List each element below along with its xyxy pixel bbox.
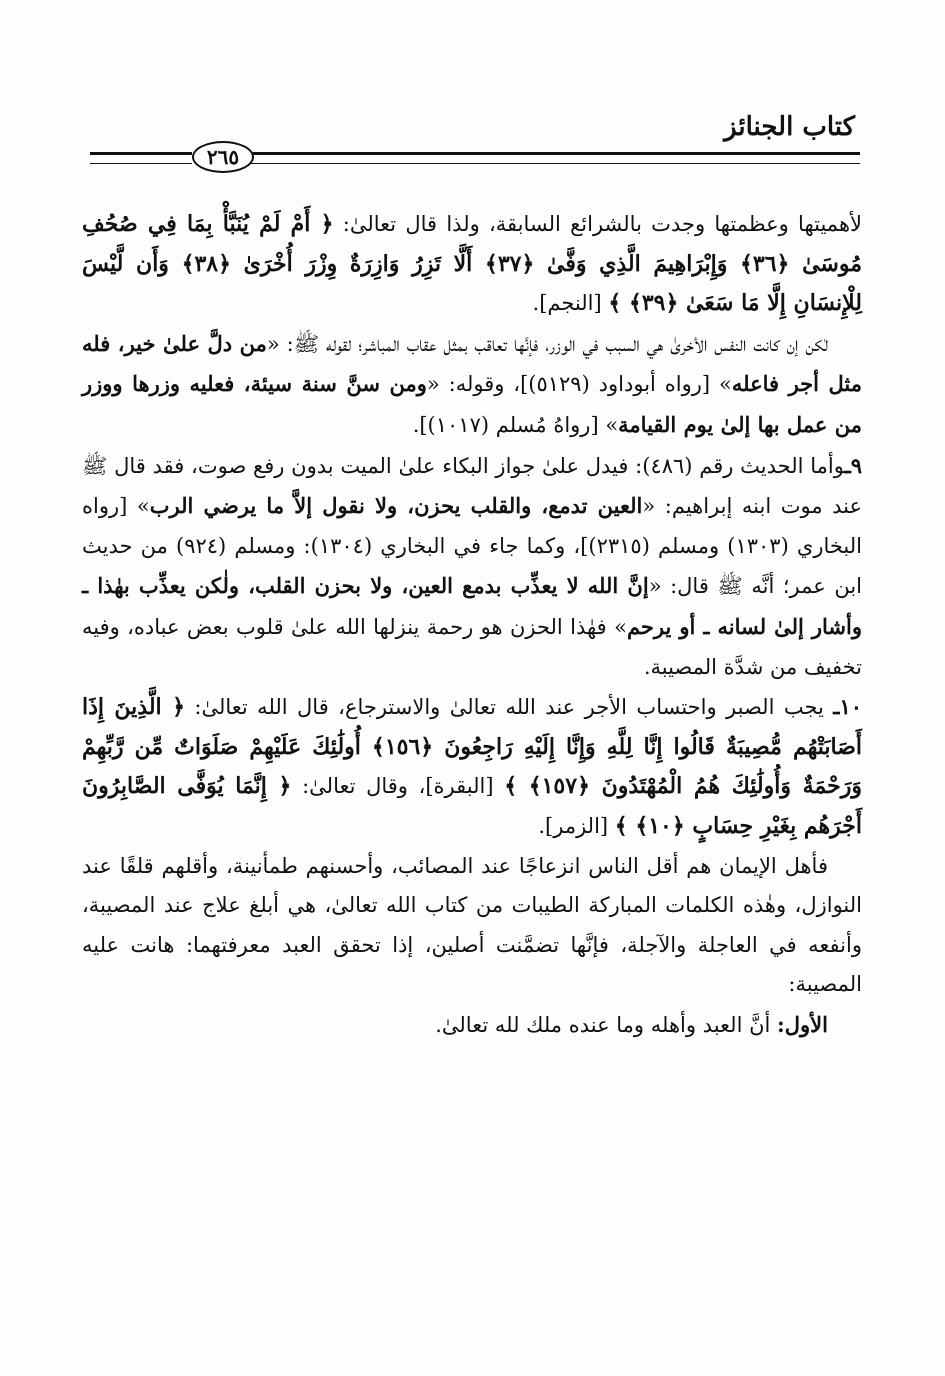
first-principle-text: أنَّ العبد وأهله وما عنده ملك لله تعالىٰ. [435, 1012, 771, 1037]
p1-text: لأهميتها وعظمتها وجدت بالشرائع السابقة، ولذا قال تعالىٰ: [342, 212, 862, 236]
p3-text-b: » [رواه البخاري (١٣٠٣) ومسلم (٢٣١٥)]، وكما جاء في البخاري (١٣٠٤): ومسلم (٩٢٤) من حديث ابن عمر؛ أنَّه ﷺ قال: « [82, 494, 862, 599]
page-body [82, 205, 862, 1045]
p2-text-b: » [رواه أبوداود (٥١٢٩)]، وقوله: « [426, 372, 732, 397]
surah-reference: [النجم]. [532, 291, 602, 316]
hadith-quote-1: من دلَّ علىٰ خير، فله مثل أجر فاعله [82, 330, 863, 397]
item-number-10: ١٠ـ [833, 694, 863, 720]
paragraph-3 [82, 446, 862, 688]
quran-verse-zumar: ﴿ إِنَّمَا يُوَفَّى الصَّابِرُونَ أَجْرَهُم بِغَيْرِ حِسَابٍ ﴿١٠﴾ ﴾ [82, 773, 862, 839]
surah-reference-zumar: [الزمر]. [538, 813, 609, 838]
running-title: كتاب الجنائز [724, 112, 855, 142]
p3-text-a: وأما الحديث رقم (٤٨٦): فيدل علىٰ جواز البكاء علىٰ الميت بدون رفع صوت، فقد قال ﷺ عند موت ابنه إبراهيم: « [82, 453, 862, 519]
page-header [0, 0, 945, 200]
p4-text-a: يجب الصبر واحتساب الأجر عند الله تعالىٰ والاسترجاع، قال الله تعالىٰ: [194, 695, 824, 720]
paragraph-5: فأهل الإيمان هم أقل الناس انزعاجًا عند المصائب، وأحسنهم طمأنينة، وأقلهم قلقًا عند النوازل، وهٰذه الكلمات المباركة الطيبات من كتاب الله تعالىٰ، هي أبلغ علاج عند المصيبة، وأنفعه في العاجلة والآجلة، فإنَّها تضمَّنت أصلين، إذا تحقق العبد معرفتهما: هانت عليه المصيبة: [82, 853, 862, 997]
hadith-quote-2: ومن سنَّ سنة سيئة، فعليه وزرها ووزر من عمل بها إلىٰ يوم القيامة [82, 371, 862, 437]
p2-text-a: لٰكن إن كانت النفس الأخرىٰ هي السبب في الوزر، فإنَّها تعاقب بمثل عقاب المباشر؛ لقوله ﷺ: « [266, 331, 828, 356]
page-number: ٢٦٥ [192, 141, 254, 173]
paragraph-4 [82, 687, 862, 846]
p2-text-c: » [رواهُ مُسلم (١٠١٧)]. [412, 412, 619, 437]
quran-verse-najm: ﴿ أَمْ لَمْ يُنَبَّأْ بِمَا فِي صُحُفِ مُوسَىٰ ﴿٣٦﴾ وَإِبْرَاهِيمَ الَّذِي وَفَّىٰ ﴿٣٧﴾ أَلَّا تَزِرُ وَازِرَةٌ وِزْرَ أُخْرَىٰ ﴿٣٨﴾ وَأَن لَّيْسَ لِلْإِنسَانِ إِلَّا مَا سَعَىٰ ﴿٣٩﴾ ﴾ [82, 211, 862, 317]
item-number-9: ٩ـ [844, 452, 862, 478]
hadith-quote-4: إنَّ الله لا يعذِّب بدمع العين، ولا بحزن القلب، ولٰكن يعذِّب بهٰذا ـ وأشار إلىٰ لسانه ـ أو يرحم [82, 573, 862, 639]
paragraph-1 [82, 205, 862, 324]
paragraph-6 [82, 1005, 862, 1046]
surah-reference-baqara: [البقرة]، وقال تعالىٰ: [302, 774, 494, 799]
p3-text-c: » فهٰذا الحزن هو رحمة ينزلها الله علىٰ قلوب بعض عباده، وفيه تخفيف من شدَّة المصيبة. [82, 614, 862, 679]
quran-verse-baqara: ﴿ الَّذِينَ إِذَا أَصَابَتْهُم مُّصِيبَةٌ قَالُوا إِنَّا لِلَّهِ وَإِنَّا إِلَيْهِ رَاجِعُونَ ﴿١٥٦﴾ أُولَٰئِكَ عَلَيْهِمْ صَلَوَاتٌ مِّن رَّبِّهِمْ وَرَحْمَةٌ وَأُولَٰئِكَ هُمُ الْمُهْتَدُونَ ﴿١٥٧﴾ ﴾ [82, 694, 862, 800]
hadith-quote-3: العين تدمع، والقلب يحزن، ولا نقول إلاَّ ما يرضي الرب [149, 493, 643, 519]
header-rule-left [90, 152, 192, 164]
first-principle-label: الأول: [777, 1011, 828, 1037]
paragraph-2 [82, 324, 862, 446]
header-rule-right [250, 152, 860, 164]
